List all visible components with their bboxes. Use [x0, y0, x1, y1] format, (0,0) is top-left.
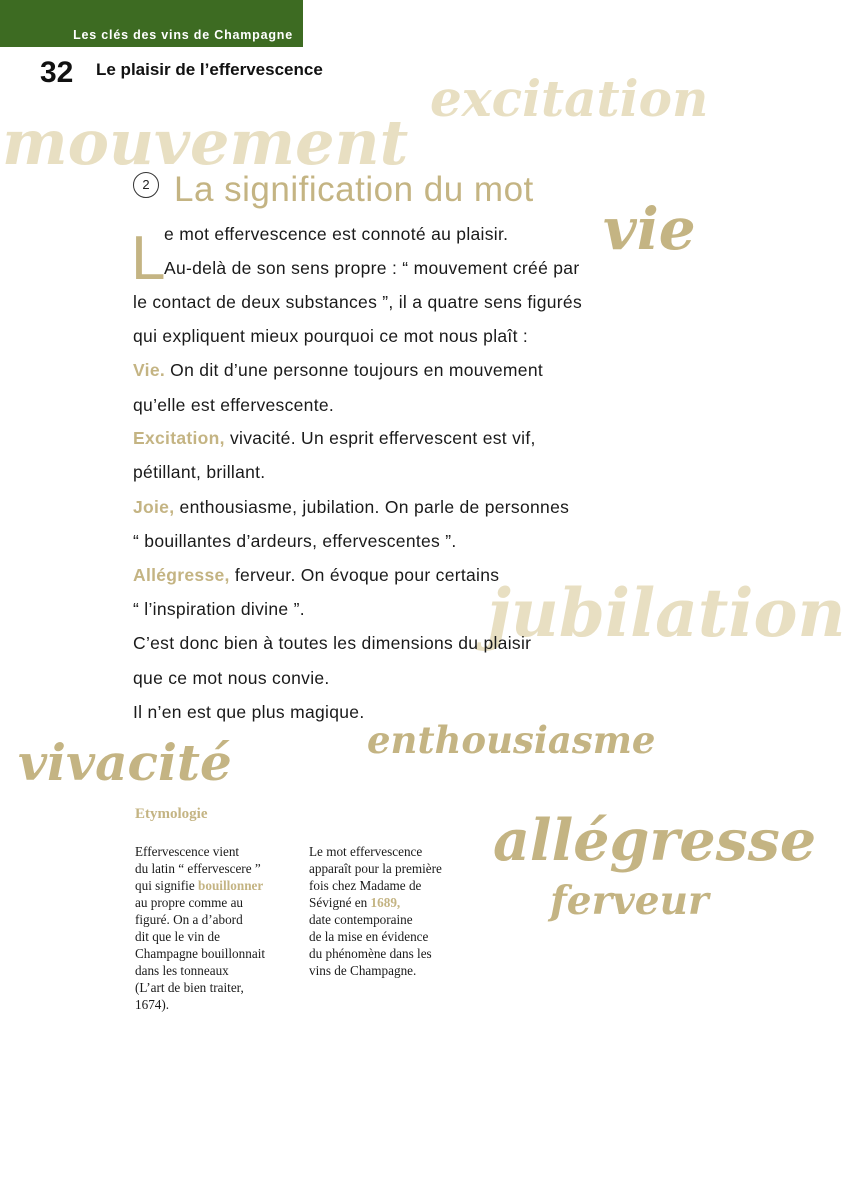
sense-text: enthousiasme, jubilation. On parle de personnes: [174, 497, 570, 517]
etymology-line: Effervescence vient: [135, 844, 240, 859]
sense-text: vivacité. Un esprit effervescent est vif,: [224, 428, 536, 448]
etymology-right-column: [309, 843, 442, 979]
body-line: le contact de deux substances ”, il a quatre sens figurés: [133, 292, 583, 312]
etymology-line: fois chez Madame de: [309, 878, 422, 893]
body-line: pétillant, brillant.: [133, 462, 266, 482]
etymology-line: dit que le vin de: [135, 929, 220, 944]
deco-word-enthousiasme: enthousiasme: [367, 718, 656, 762]
body-line: “ bouillantes d’ardeurs, effervescentes ”.: [133, 531, 457, 551]
etymology-line: au propre comme au: [135, 895, 244, 910]
etymology-highlight: bouillonner: [198, 878, 264, 893]
body-line: Au-delà de son sens propre : “ mouvement créé par: [164, 258, 580, 278]
etymology-line: dans les tonneaux: [135, 963, 229, 978]
sense-allegresse: [133, 567, 499, 585]
etymology-line: de la mise en évidence: [309, 929, 429, 944]
etymology-line: figuré. On a d’abord: [135, 912, 243, 927]
page-number: 32: [40, 56, 74, 89]
etymology-line: apparaît pour la première: [309, 861, 442, 876]
sense-keyword: Vie.: [133, 360, 166, 380]
sense-keyword: Joie,: [133, 497, 175, 517]
sense-text: ferveur. On évoque pour certains: [229, 565, 500, 585]
etymology-line: Champagne bouillonnait: [135, 946, 266, 961]
deco-word-allegresse: allégresse: [493, 807, 817, 874]
banner-text: Les clés des vins de Champagne: [73, 28, 293, 42]
body-line: qui expliquent mieux pourquoi ce mot nous plaît :: [133, 326, 529, 346]
sense-keyword: Excitation,: [133, 428, 225, 448]
body-line: C’est donc bien à toutes les dimensions du plaisir: [133, 633, 532, 653]
etymology-left-column: [135, 843, 265, 1013]
deco-word-mouvement: mouvement: [2, 106, 409, 179]
sense-text: On dit d’une personne toujours en mouvement: [165, 360, 544, 380]
deco-word-vivacite: vivacité: [18, 733, 232, 792]
etymology-highlight: 1689,: [370, 895, 401, 910]
etymology-line: 1674).: [135, 997, 170, 1012]
etymology-line: du latin “ effervescere ”: [135, 861, 261, 876]
sense-vie: [133, 362, 543, 380]
header-banner: [0, 0, 303, 47]
drop-cap: L: [131, 224, 166, 293]
etymology-line: [135, 877, 265, 894]
section-title: Le plaisir de l’effervescence: [96, 60, 323, 79]
etymology-line: Le mot effervescence: [309, 844, 423, 859]
deco-word-ferveur: ferveur: [550, 878, 709, 924]
etymology-line: vins de Champagne.: [309, 963, 417, 978]
etymology-line: [309, 894, 442, 911]
sense-keyword: Allégresse,: [133, 565, 230, 585]
deco-word-jubilation: jubilation: [487, 574, 846, 652]
section-number-badge: 2: [133, 172, 159, 198]
etymology-title: Etymologie: [135, 806, 208, 822]
etymology-line: du phénomène dans les: [309, 946, 432, 961]
body-line: “ l’inspiration divine ”.: [133, 599, 305, 619]
sense-excitation: [133, 430, 536, 448]
article-title: La signification du mot: [174, 170, 534, 209]
deco-word-excitation: excitation: [430, 69, 709, 128]
etymology-line: (L’art de bien traiter,: [135, 980, 244, 995]
body-line: que ce mot nous convie.: [133, 668, 330, 688]
etymology-text: Sévigné en: [309, 895, 371, 910]
body-line: qu’elle est effervescente.: [133, 395, 335, 415]
deco-word-vie: vie: [603, 195, 696, 263]
sense-joie: [133, 499, 569, 517]
body-line: Il n’en est que plus magique.: [133, 702, 365, 722]
etymology-text: qui signifie: [135, 878, 199, 893]
body-line: e mot effervescence est connoté au plaisir.: [164, 224, 509, 244]
etymology-line: date contemporaine: [309, 912, 413, 927]
